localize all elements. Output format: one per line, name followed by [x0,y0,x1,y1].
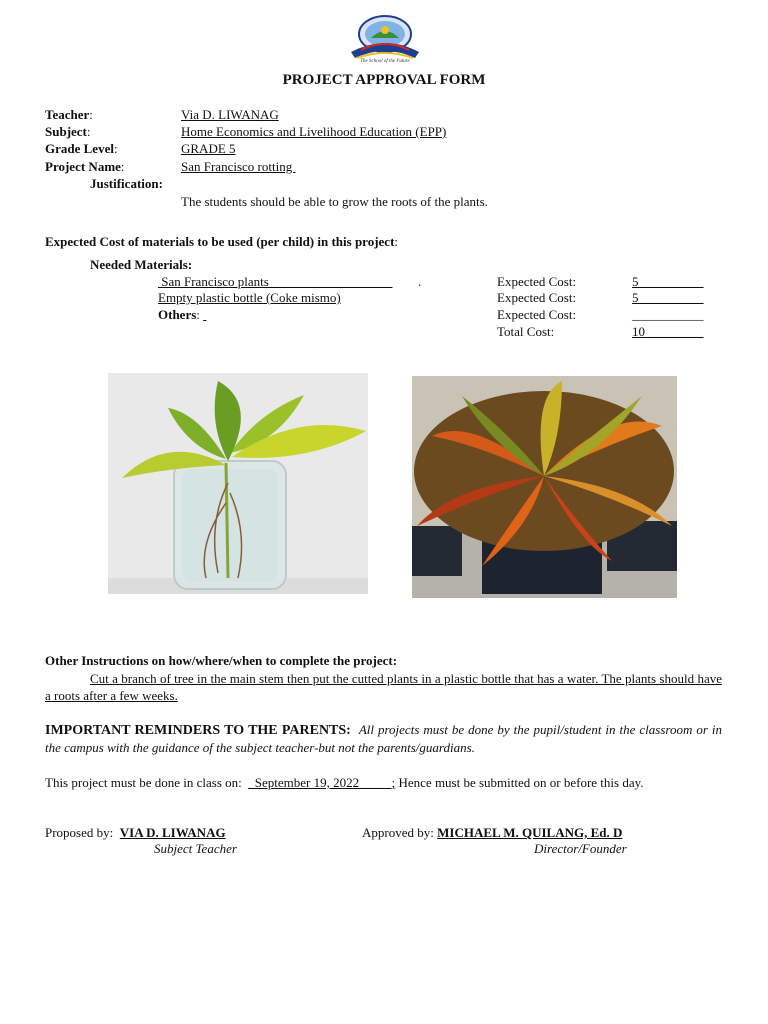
field-value-subject: Home Economics and Livelihood Education (EPP) [181,124,447,139]
instructions-heading: Other Instructions on how/where/when to complete the project: [45,653,398,668]
expected-cost-label-2: Expected Cost: [497,290,577,305]
croton-plant-in-pot-photo [412,376,677,598]
expected-cost-value-1: 5__________ [632,274,704,289]
schedule-block: This project must be done in class on: _September 19, 2022_____; Hence must be submitted on or before this day. [45,775,644,790]
field-label-subject: Subject: [45,124,91,139]
school-logo [347,14,423,68]
cost-heading: Expected Cost of materials to be used (per child) in this project: [45,234,399,249]
reminders-block: IMPORTANT REMINDERS TO THE PARENTS: All projects must be done by the pupil/student in the classroom or in the campus with the guidance of the subject teacher-but not the parents/guardians. [45,722,722,755]
field-value-project-name: San Francisco rotting [181,159,296,174]
instructions-text: Cut a branch of tree in the main stem then put the cutted plants in a plastic bottle that has a water. The plants should have a roots after a few weeks. [45,671,722,703]
material-item-1-dot: . [418,274,422,289]
material-item-2: Empty plastic bottle (Coke mismo) [158,290,341,305]
expected-cost-value-3: ___________ [632,307,704,322]
needed-materials-label: Needed Materials: [90,257,193,272]
justification-label: Justification: [90,176,163,191]
field-label-grade: Grade Level: [45,141,118,156]
proposed-by: Proposed by: VIA D. LIWANAG [45,825,226,840]
expected-cost-value-2: 5__________ [632,290,704,305]
expected-cost-label-3: Expected Cost: [497,307,577,322]
field-value-grade: GRADE 5 [181,141,236,156]
logo-caption: The School of the Future [360,59,410,64]
total-cost-value: 10_________ [632,324,704,339]
field-label-project-name: Project Name: [45,159,125,174]
total-cost-label: Total Cost: [497,324,555,339]
justification-text: The students should be able to grow the roots of the plants. [181,194,488,209]
field-label-teacher: Teacher: [45,107,93,122]
proposed-role: Subject Teacher [154,841,237,856]
approved-role: Director/Founder [534,841,627,856]
field-value-teacher: Via D. LIWANAG [181,107,279,122]
material-item-1: San Francisco plants___________________ [158,274,393,289]
expected-cost-label-1: Expected Cost: [497,274,577,289]
pothos-cutting-in-glass-jar-photo [108,373,368,594]
approved-by: Approved by: MICHAEL M. QUILANG, Ed. D [362,825,623,840]
material-item-others: Others: [158,307,204,322]
page-title: PROJECT APPROVAL FORM [282,72,486,88]
